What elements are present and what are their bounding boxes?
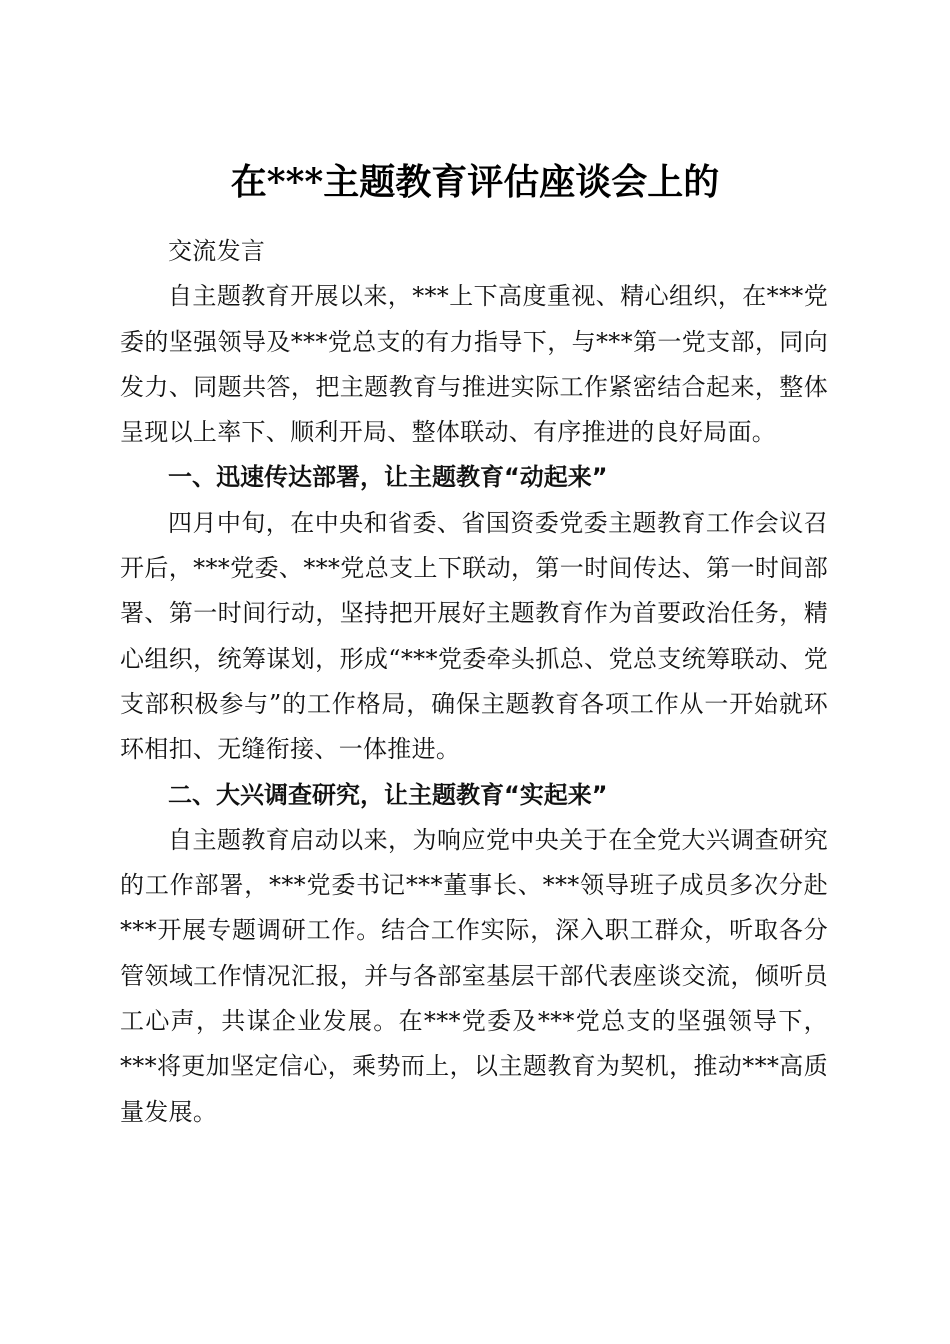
section-2-paragraph: 自主题教育启动以来，为响应党中央关于在全党大兴调查研究的工作部署，***党委书记***董事长、***领导班子成员多次分赴***开展专题调研工作。结合工作实际，深入职工群众，听取各分管领域工作情况汇报，并与各部室基层干部代表座谈交流，倾听员工心声，共谋企业发展。在***党委及***党总支的坚强领导下，***将更加坚定信心，乘势而上，以主题教育为契机，推动***高质量发展。 (120, 825, 828, 1126)
document-title: 在***主题教育评估座谈会上的 (230, 161, 720, 204)
section-1-paragraph: 四月中旬，在中央和省委、省国资委党委主题教育工作会议召开后，***党委、***党总支上下联动，第一时间传达、第一时间部署、第一时间行动，坚持把开展好主题教育作为首要政治任务，精心组织，统筹谋划，形成“***党委牵头抓总、党总支统筹联动、党支部积极参与”的工作格局，确保主题教育各项工作从一开始就环环相扣、无缝衔接、一体推进。 (120, 508, 828, 764)
document-body (120, 229, 828, 1135)
section-heading-1: 一、迅速传达部署，让主题教育“动起来” (168, 463, 608, 492)
section-heading-2: 二、大兴调查研究，让主题教育“实起来” (168, 780, 608, 809)
intro-paragraph: 自主题教育开展以来，***上下高度重视、精心组织，在***党委的坚强领导及***党总支的有力指导下，与***第一党支部，同向发力、同题共答，把主题教育与推进实际工作紧密结合起来，整体呈现以上率下、顺利开局、整体联动、有序推进的良好局面。 (120, 282, 828, 447)
subtitle-paragraph: 交流发言 (168, 237, 266, 265)
